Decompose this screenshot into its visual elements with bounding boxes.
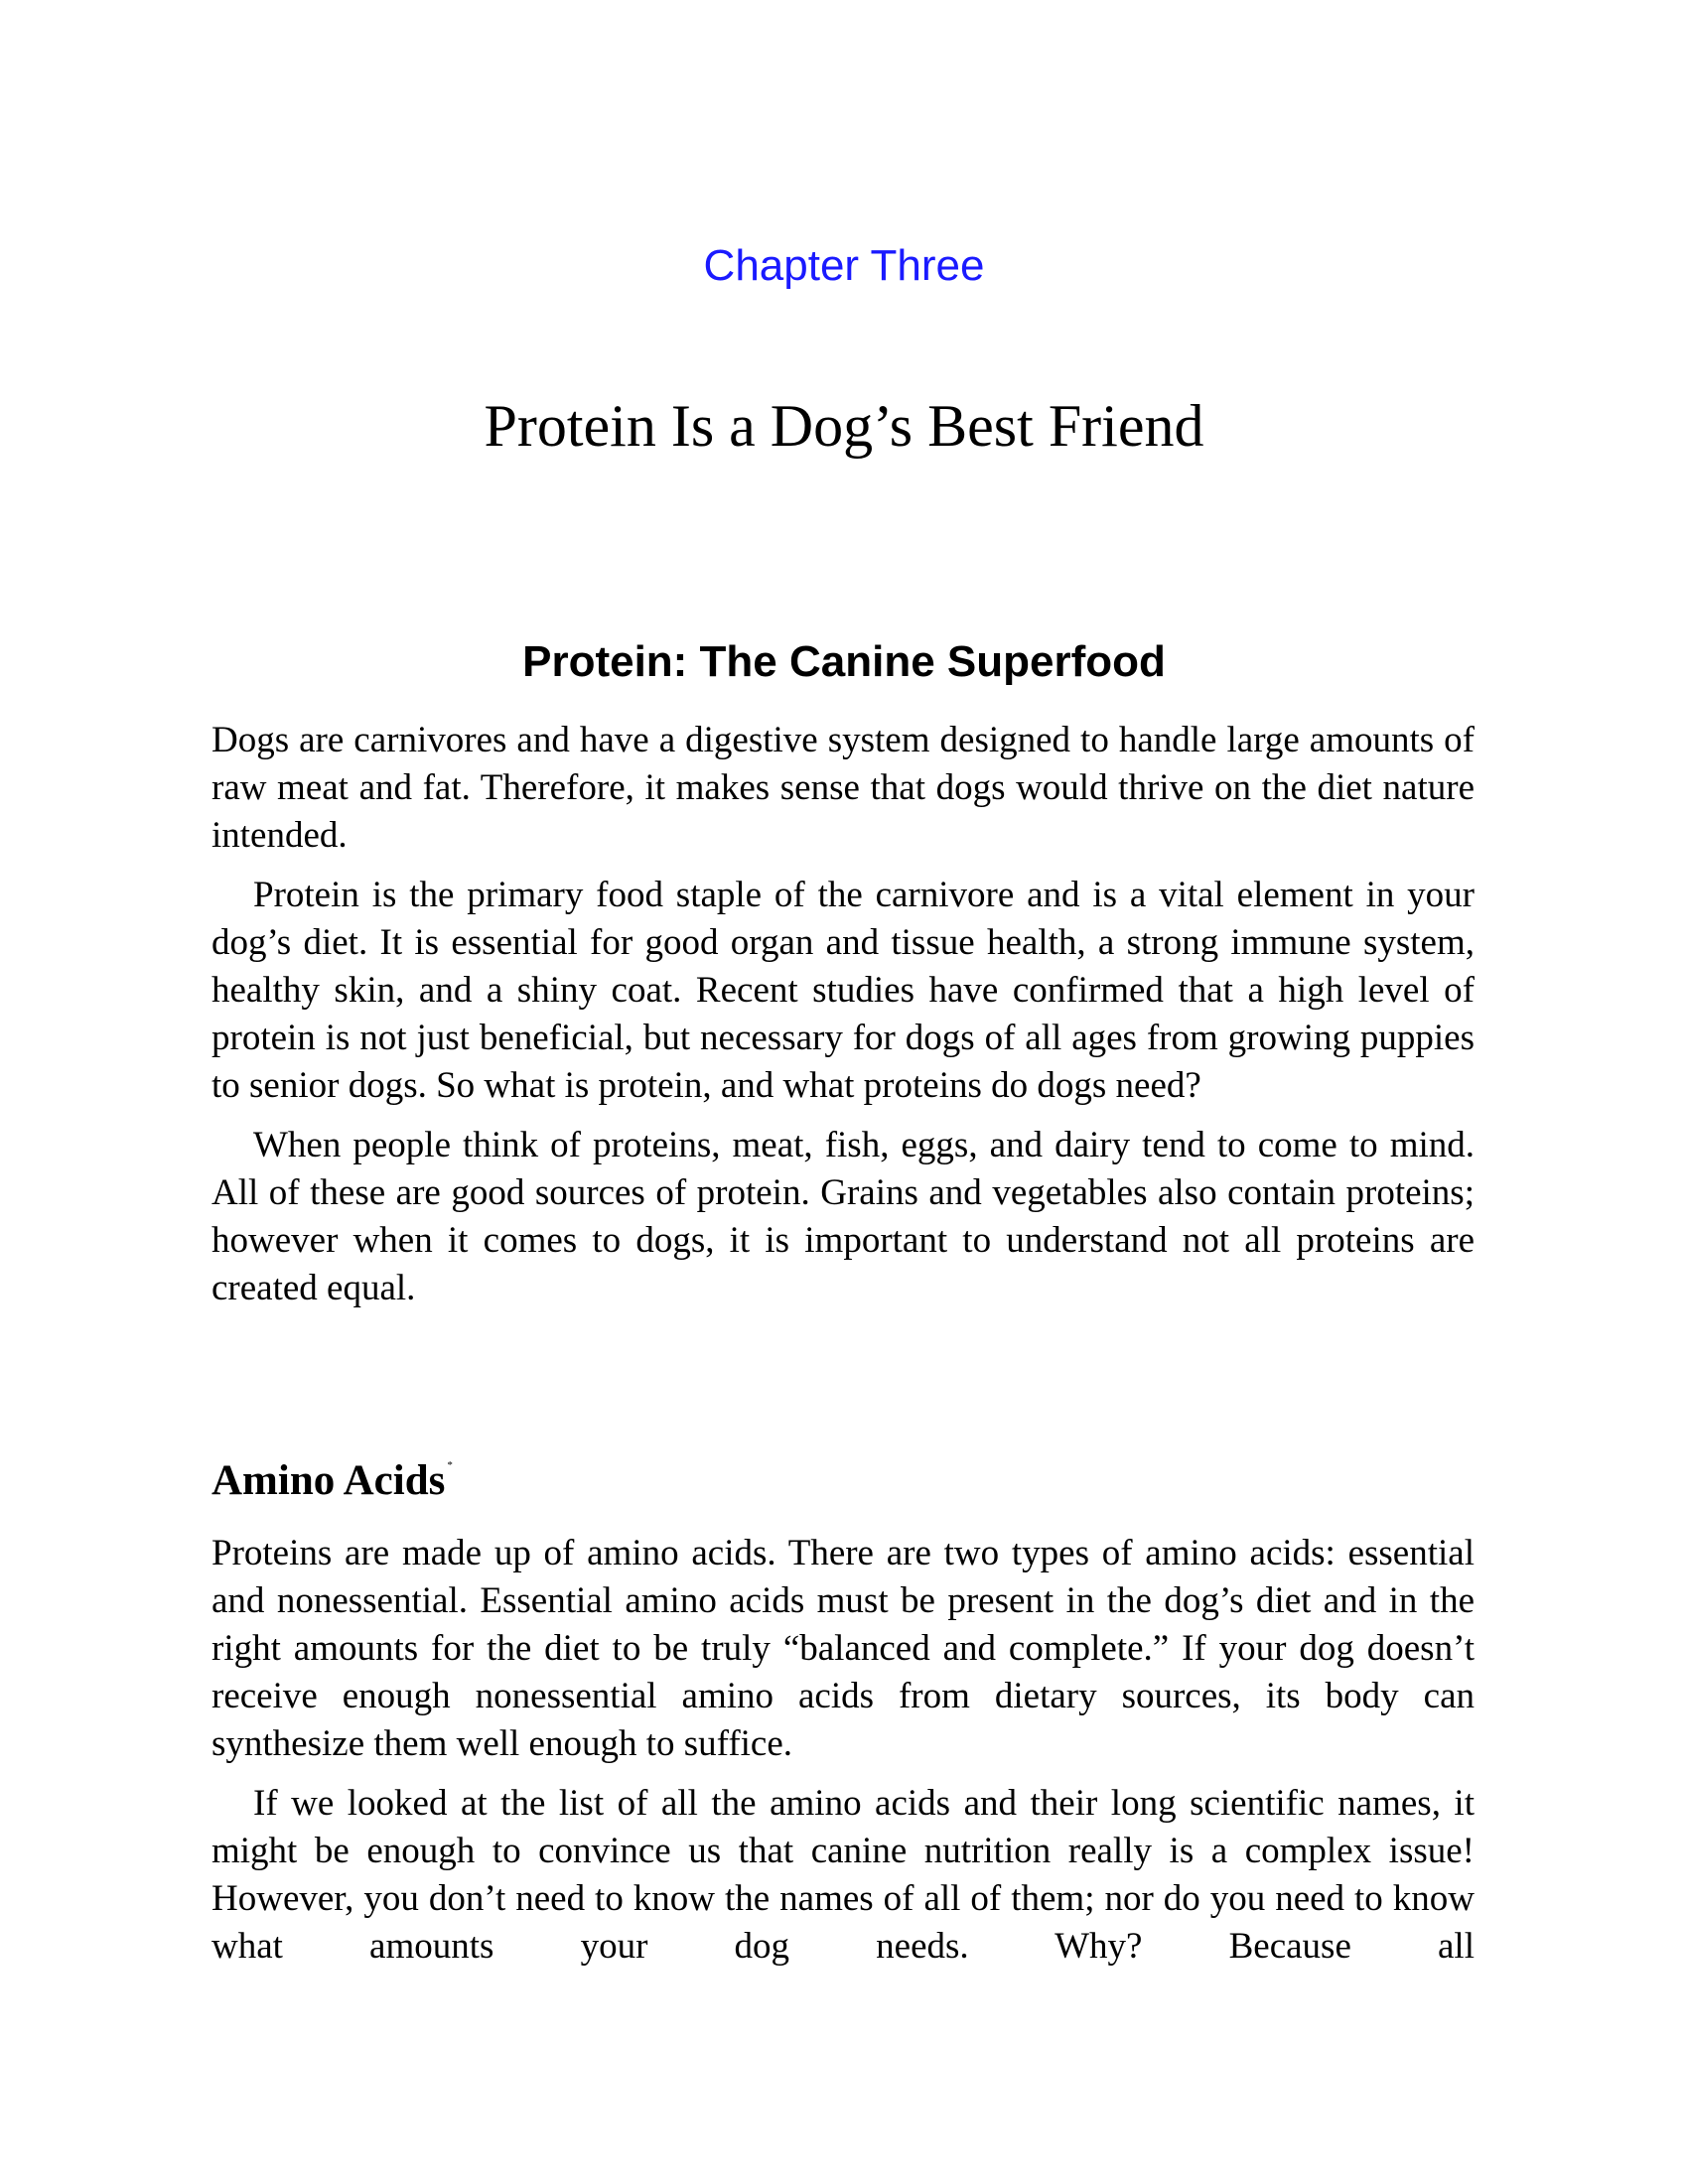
chapter-label: Chapter Three bbox=[703, 241, 985, 290]
paragraph: Protein is the primary food staple of the carnivore and is a vital element in your dog’s diet. It is essential for good organ and tissue health, a strong immune system, healthy skin, and a shiny coat. Recent studies have confirmed that a high level of protein is not just beneficial, but necessary for dogs of all ages from growing puppies to senior dogs. So what is protein, and what proteins do dogs need? bbox=[211, 875, 1475, 1106]
chapter-title: Protein Is a Dog’s Best Friend bbox=[484, 393, 1204, 459]
subheading-text: Amino Acids bbox=[211, 1457, 446, 1504]
paragraph: If we looked at the list of all the amino acids and their long scientific names, it might be enough to convince us that canine nutrition really is a complex issue! However, you don’t need to know the names of all of them; nor do you need to know what amounts your dog needs. Why? Because all bbox=[211, 1783, 1475, 1967]
paragraph: When people think of proteins, meat, fish, eggs, and dairy tend to come to mind. All of these are good sources of protein. Grains and vegetables also contain proteins; however when it comes to dogs, it is important to understand not all proteins are created equal. bbox=[211, 1125, 1475, 1308]
footnote-marker: * bbox=[447, 1459, 453, 1471]
paragraph: Dogs are carnivores and have a digestive system designed to handle large amounts of raw meat and fat. Therefore, it makes sense that dogs would thrive on the diet nature intended. bbox=[211, 720, 1475, 856]
section-heading: Protein: The Canine Superfood bbox=[522, 637, 1166, 686]
section1-body bbox=[211, 717, 1475, 1324]
subheading bbox=[211, 1456, 453, 1505]
paragraph: Proteins are made up of amino acids. There are two types of amino acids: essential and nonessential. Essential amino acids must be present in the dog’s diet and in the right amounts for the diet to be truly “balanced and complete.” If your dog doesn’t receive enough nonessential amino acids from dietary sources, its body can synthesize them well enough to suffice. bbox=[211, 1533, 1475, 1764]
section2-body bbox=[211, 1530, 1475, 1982]
